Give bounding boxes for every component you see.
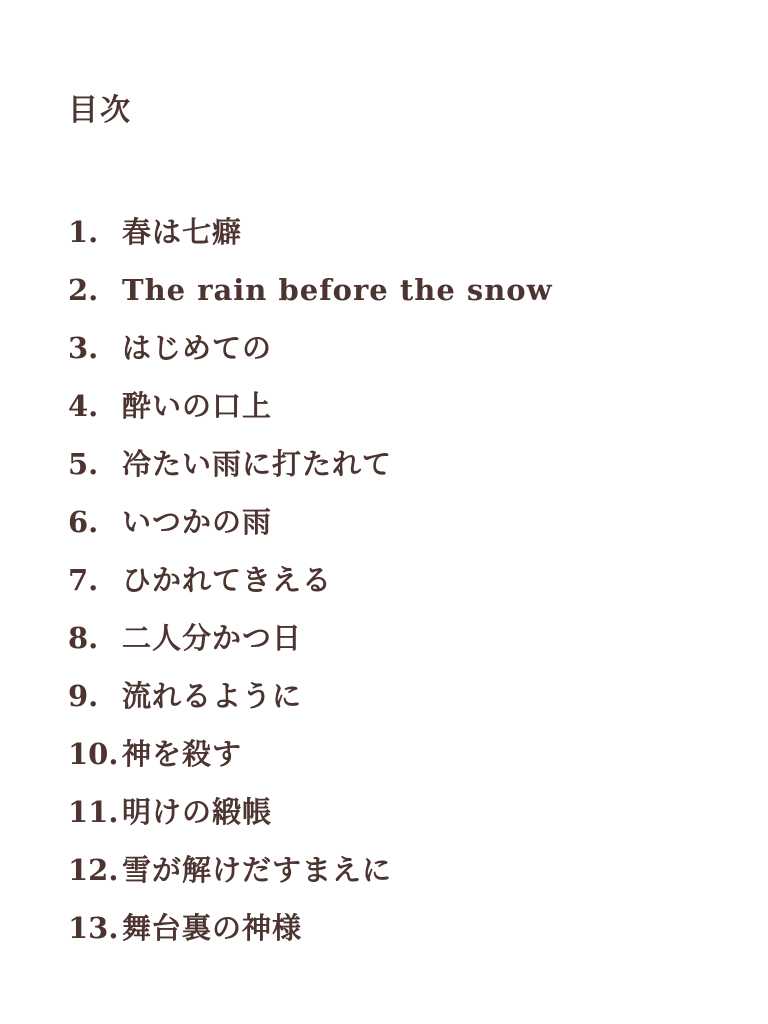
toc-item-label: 舞台裏の神様	[122, 911, 303, 945]
toc-item-label: 明けの緞帳	[122, 795, 273, 829]
toc-item-label: 神を殺す	[122, 737, 243, 771]
toc-item-number: 13.	[68, 911, 119, 945]
toc-item[interactable]	[68, 261, 728, 319]
toc-item-label: 春は七癖	[122, 215, 243, 249]
toc-item[interactable]	[68, 899, 728, 957]
page-title: 目次	[68, 93, 132, 128]
toc-item-number: 1.	[68, 215, 99, 249]
toc-item[interactable]	[68, 725, 728, 783]
toc-item-number: 2.	[68, 273, 99, 307]
toc-item-number: 10.	[68, 737, 119, 771]
toc-list	[68, 203, 728, 957]
toc-item-number: 11.	[68, 795, 119, 829]
toc-item-number: 12.	[68, 853, 119, 887]
toc-item[interactable]	[68, 609, 728, 667]
toc-item-number: 9.	[68, 679, 99, 713]
toc-item-number: 6.	[68, 505, 99, 539]
toc-item-label: いつかの雨	[122, 505, 273, 539]
toc-item[interactable]	[68, 667, 728, 725]
toc-item[interactable]	[68, 203, 728, 261]
toc-item[interactable]	[68, 377, 728, 435]
toc-item-label: はじめての	[122, 331, 273, 365]
toc-item-number: 5.	[68, 447, 99, 481]
toc-item-label: 冷たい雨に打たれて	[122, 447, 393, 481]
toc-item-label: 雪が解けだすまえに	[122, 853, 393, 887]
toc-item[interactable]	[68, 841, 728, 899]
toc-item-number: 4.	[68, 389, 99, 423]
toc-item-label: 二人分かつ日	[122, 621, 303, 655]
toc-item-label: The rain before the snow	[122, 273, 553, 307]
toc-item-number: 3.	[68, 331, 99, 365]
toc-item[interactable]	[68, 783, 728, 841]
toc-item-label: ひかれてきえる	[122, 563, 333, 597]
toc-item-number: 7.	[68, 563, 99, 597]
toc-item-number: 8.	[68, 621, 99, 655]
toc-item-label: 酔いの口上	[122, 389, 273, 423]
toc-item[interactable]	[68, 435, 728, 493]
toc-item[interactable]	[68, 319, 728, 377]
toc-item[interactable]	[68, 551, 728, 609]
toc-item[interactable]	[68, 493, 728, 551]
toc-item-label: 流れるように	[122, 679, 303, 713]
